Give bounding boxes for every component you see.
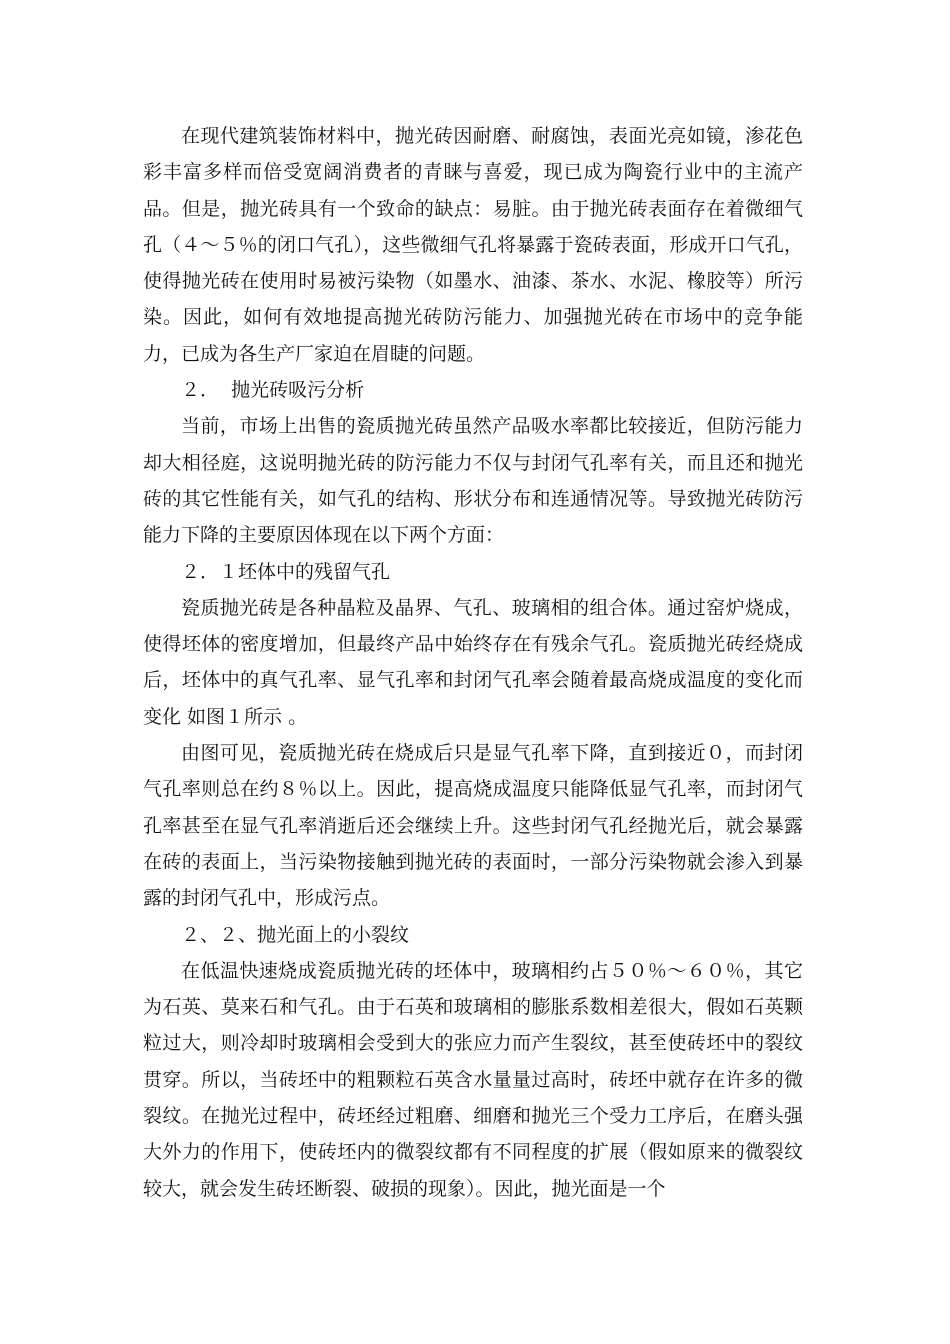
- paragraph-micro-cracks: 在低温快速烧成瓷质抛光砖的坯体中，玻璃相约占５０％～６０％，其它为石英、莫来石和气孔。由于石英和玻璃相的膨胀系数相差很大，假如石英颗粒过大，则冷却时玻璃相会受到大的张应力而产生裂纹，甚至使砖坯中的裂纹贯穿。所以，当砖坯中的粗颗粒石英含水量量过高时，砖坯中就存在许多的微裂纹。在抛光过程中，砖坯经过粗磨、细磨和抛光三个受力工序后，在磨头强大外力的作用下，使砖坯内的微裂纹都有不同程度的扩展（假如原来的微裂纹较大，就会发生砖坯断裂、破损的现象）。因此，抛光面是一个: [143, 959, 803, 1200]
- paragraph-residual-pores: 瓷质抛光砖是各种晶粒及晶界、气孔、玻璃相的组合体。通过窑炉烧成，使得坯体的密度增加，但最终产品中始终存在有残余气孔。瓷质抛光砖经烧成后，坯体中的真气孔率、显气孔率和封闭气孔率会随着最高烧成温度的变化而变化 如图１所示 。: [143, 596, 803, 728]
- section-heading-2-2: ２、２、抛光面上的小裂纹: [181, 923, 410, 946]
- paragraph-intro: 在现代建筑装饰材料中，抛光砖因耐磨、耐腐蚀，表面光亮如镜，渗花色彩丰富多样而倍受宽阔消费者的青睐与喜爱，现已成为陶瓷行业中的主流产品。但是，抛光砖具有一个致命的缺点：易脏。由于抛光砖表面存在着微细气孔（４～５％的闭口气孔），这些微细气孔将暴露于瓷砖表面，形成开口气孔，使得抛光砖在使用时易被污染物（如墨水、油漆、茶水、水泥、橡胶等）所污染。因此，如何有效地提高抛光砖防污能力、加强抛光砖在市场中的竞争能力，已成为各生产厂家迫在眉睫的问题。: [143, 125, 803, 365]
- document-body: [143, 118, 803, 1207]
- section-heading-2-1: ２．１坯体中的残留气孔: [181, 560, 391, 583]
- paragraph-analysis: 当前，市场上出售的瓷质抛光砖虽然产品吸水率都比较接近，但防污能力却大相径庭，这说明抛光砖的防污能力不仅与封闭气孔率有关，而且还和抛光砖的其它性能有关，如气孔的结构、形状分布和连通情况等。导致抛光砖防污能力下降的主要原因体现在以下两个方面：: [143, 415, 803, 547]
- paragraph-figure-discussion: 由图可见，瓷质抛光砖在烧成后只是显气孔率下降，直到接近０，而封闭气孔率则总在约８％以上。因此，提高烧成温度只能降低显气孔率，而封闭气孔率甚至在显气孔率消逝后还会继续上升。这些封闭气孔经抛光后，就会暴露在砖的表面上，当污染物接触到抛光砖的表面时，一部分污染物就会渗入到暴露的封闭气孔中，形成污点。: [143, 742, 803, 910]
- section-heading-2: ２． 抛光砖吸污分析: [181, 379, 365, 402]
